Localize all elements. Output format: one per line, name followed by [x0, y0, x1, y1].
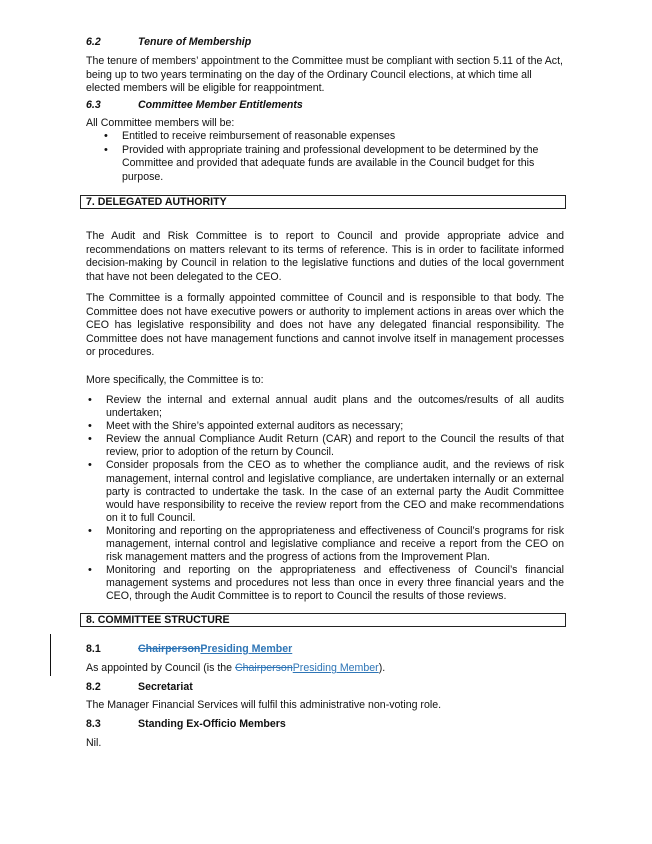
- list-item: • Review the internal and external annual audit plans and the outcomes/results of all audits undertaken;: [86, 394, 564, 420]
- inserted-text: Presiding Member: [200, 643, 293, 655]
- section-title: Secretariat: [138, 681, 193, 693]
- list-item: • Consider proposals from the CEO as to whether the compliance audit, and the reviews of risk management, internal control and legislative compliance, are undertaken internally or an external party is contracted to undertake the task. In the case of an external party the Audit Committee would have responsibility to receive the review report from the CEO and make recommendations on it to full Council.: [86, 459, 564, 524]
- list-item: • Monitoring and reporting on the appropriateness and effectiveness of Council’s financial management systems and procedures not less than once in every three financial years and the CEO, through the Audit Committee is to report to Council the results of those reviews.: [86, 564, 564, 603]
- change-bar: [50, 634, 51, 676]
- section-7-paragraph: More specifically, the Committee is to:: [86, 374, 264, 386]
- section-7-paragraph: The Committee is a formally appointed committee of Council and is responsible to that body. The Committee does not have executive powers or authority to implement actions in areas over which the CEO has legislative responsibility and does not have any delegated financial responsibility. The Committee does not have management functions and cannot involve itself in management processes or procedures.: [86, 292, 564, 359]
- list-item: • Meet with the Shire’s appointed external auditors as necessary;: [86, 420, 564, 433]
- entitlements-list: [102, 130, 564, 184]
- section-number: 6.3: [86, 99, 101, 111]
- section-8-3-body: Nil.: [86, 737, 102, 749]
- section-6-3-intro: All Committee members will be:: [86, 117, 235, 129]
- section-8-heading: 8. COMMITTEE STRUCTURE: [80, 613, 566, 627]
- section-title: Standing Ex-Officio Members: [138, 718, 286, 730]
- section-number: 8.2: [86, 681, 101, 693]
- section-number: 8.3: [86, 718, 101, 730]
- section-8-2-heading: [86, 681, 564, 695]
- list-item: • Entitled to receive reimbursement of reasonable expenses: [102, 130, 564, 144]
- section-title: Tenure of Membership: [138, 36, 252, 48]
- section-number: 6.2: [86, 36, 101, 48]
- section-8-2-body: The Manager Financial Services will fulfil this administrative non-voting role.: [86, 699, 442, 711]
- list-item: • Provided with appropriate training and professional development to be determined by the Committee and provided that adequate funds are available in the Council budget for this purpose.: [102, 144, 564, 185]
- section-title: Committee Member Entitlements: [138, 99, 303, 111]
- committee-duties-list: [86, 394, 564, 604]
- section-6-2-heading: [86, 36, 564, 50]
- deleted-text: Chairperson: [235, 662, 293, 674]
- section-6-2-body: The tenure of members’ appointment to the Committee must be compliant with section 5.11 of the Act, being up to two years terminating on the day of the Ordinary Council elections, at which time all elected members will be eligible for reappointment.: [86, 55, 563, 95]
- section-7-paragraph: The Audit and Risk Committee is to report to Council and provide appropriate advice and recommendations on matters relevant to its terms of reference. This is in order to facilitate informed decision-making by Council in relation to the legislative functions and duties of the local government that have not been delegated to the CEO.: [86, 230, 564, 283]
- section-8-1-body: [86, 662, 564, 676]
- inserted-text: Presiding Member: [292, 662, 379, 674]
- body-text: ).: [378, 662, 386, 674]
- section-6-3-heading: [86, 99, 564, 113]
- section-8-1-heading: [86, 643, 564, 657]
- section-8-3-heading: [86, 718, 564, 732]
- list-item: • Monitoring and reporting on the appropriateness and effectiveness of Council’s programs for risk management, internal control and legislative compliance and receive a report from the CEO on risk management matters and the progress of actions from the Improvement Plan.: [86, 525, 564, 564]
- deleted-text: Chairperson: [138, 643, 201, 655]
- list-item: • Review the annual Compliance Audit Return (CAR) and report to the Council the results of that review, prior to adoption of the return by Council.: [86, 433, 564, 459]
- section-7-heading: 7. DELEGATED AUTHORITY: [80, 195, 566, 209]
- section-number: 8.1: [86, 643, 101, 655]
- body-text: As appointed by Council (is the: [86, 662, 235, 674]
